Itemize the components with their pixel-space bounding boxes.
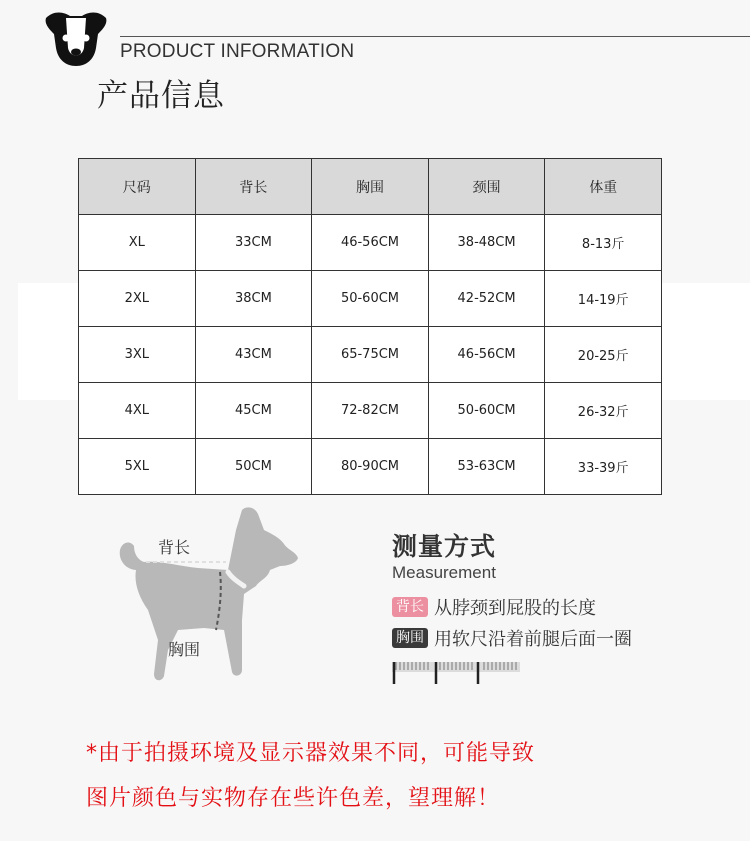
- header-rule: [120, 36, 750, 37]
- color-notice-line-2: 图片颜色与实物存在些许色差，望理解！: [86, 786, 501, 811]
- size-table: [78, 158, 662, 495]
- table-cell: 53-63CM: [428, 439, 545, 495]
- table-cell: 14-19斤: [545, 271, 662, 327]
- dog-silhouette-illustration: [108, 500, 308, 692]
- title-chinese: 产品信息: [97, 78, 225, 114]
- back-length-text: 从脖颈到屁股的长度: [434, 598, 596, 619]
- table-cell: 46-56CM: [312, 215, 429, 271]
- table-cell: 50-60CM: [428, 383, 545, 439]
- table-cell: 38-48CM: [428, 215, 545, 271]
- table-cell: 3XL: [79, 327, 196, 383]
- table-cell: 50-60CM: [312, 271, 429, 327]
- table-cell: 38CM: [195, 271, 312, 327]
- table-cell: 2XL: [79, 271, 196, 327]
- table-row: [79, 383, 662, 439]
- column-header-size: 尺码: [79, 159, 196, 215]
- table-cell: 65-75CM: [312, 327, 429, 383]
- tape-measure-icon: [392, 658, 520, 686]
- table-cell: 4XL: [79, 383, 196, 439]
- table-cell: 20-25斤: [545, 327, 662, 383]
- table-cell: 33-39斤: [545, 439, 662, 495]
- table-row: [79, 215, 662, 271]
- table-header-row: [79, 159, 662, 215]
- column-header-weight: 体重: [545, 159, 662, 215]
- table-cell: 33CM: [195, 215, 312, 271]
- table-cell: 45CM: [195, 383, 312, 439]
- table-row: [79, 327, 662, 383]
- table-cell: 26-32斤: [545, 383, 662, 439]
- table-cell: 46-56CM: [428, 327, 545, 383]
- column-header-back: 背长: [195, 159, 312, 215]
- dog-label-back-length: 背长: [158, 538, 191, 557]
- table-cell: 50CM: [195, 439, 312, 495]
- table-row: [79, 439, 662, 495]
- table-cell: 72-82CM: [312, 383, 429, 439]
- table-cell: 43CM: [195, 327, 312, 383]
- table-cell: XL: [79, 215, 196, 271]
- back-length-tag: 背长: [392, 597, 428, 617]
- chest-text: 用软尺沿着前腿后面一圈: [434, 629, 632, 650]
- table-cell: 8-13斤: [545, 215, 662, 271]
- column-header-chest: 胸围: [312, 159, 429, 215]
- color-notice-line-1: *由于拍摄环境及显示器效果不同，可能导致: [86, 741, 536, 766]
- table-cell: 80-90CM: [312, 439, 429, 495]
- measurement-title: 测量方式: [392, 532, 497, 561]
- table-row: [79, 271, 662, 327]
- chest-tag: 胸围: [392, 628, 428, 648]
- back-length-instruction: [392, 595, 596, 619]
- measurement-subtitle: Measurement: [392, 563, 496, 582]
- column-header-neck: 颈围: [428, 159, 545, 215]
- chest-instruction: [392, 626, 632, 650]
- table-cell: 5XL: [79, 439, 196, 495]
- dog-label-chest: 胸围: [168, 640, 201, 659]
- table-cell: 42-52CM: [428, 271, 545, 327]
- dog-face-icon: [40, 8, 112, 68]
- title-english: PRODUCT INFORMATION: [120, 41, 355, 62]
